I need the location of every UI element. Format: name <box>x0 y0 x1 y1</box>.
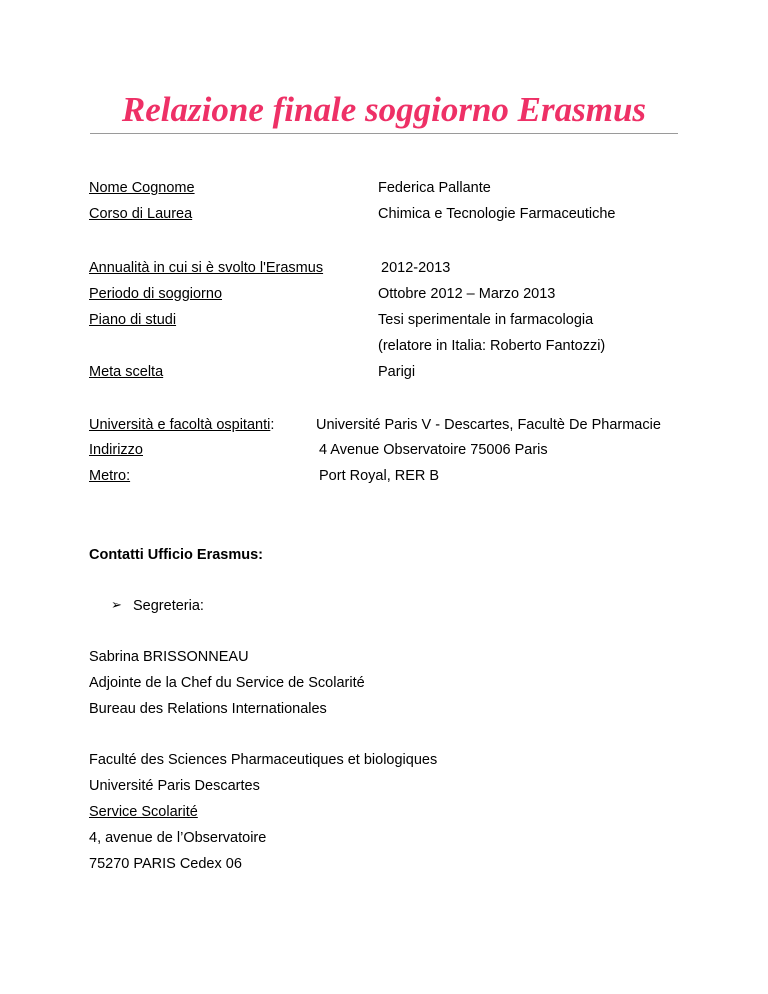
value-annualita: 2012-2013 <box>381 260 451 276</box>
label-periodo: Periodo di soggiorno <box>89 286 223 302</box>
address-city: 75270 PARIS Cedex 06 <box>89 856 242 872</box>
value-metro: Port Royal, RER B <box>319 468 440 484</box>
label-corso-di-laurea: Corso di Laurea <box>89 206 193 222</box>
address-faculty: Faculté des Sciences Pharmaceutiques et biologiques <box>89 752 438 768</box>
label-nome-cognome: Nome Cognome <box>89 180 195 196</box>
title-divider <box>90 133 678 134</box>
value-nome-cognome: Federica Pallante <box>378 180 491 196</box>
contacts-heading: Contatti Ufficio Erasmus: <box>89 547 264 563</box>
bullet-segreteria: Segreteria: <box>133 598 204 614</box>
value-corso-di-laurea: Chimica e Tecnologie Farmaceutiche <box>378 206 616 222</box>
contact-name: Sabrina BRISSONNEAU <box>89 649 249 665</box>
value-relatore: (relatore in Italia: Roberto Fantozzi) <box>378 338 606 354</box>
value-indirizzo: 4 Avenue Observatoire 75006 Paris <box>319 442 548 458</box>
label-annualita: Annualità in cui si è svolto l'Erasmus <box>89 260 324 276</box>
address-service: Service Scolarité <box>89 804 198 820</box>
label-universita-text: Università e facoltà ospitanti <box>89 417 271 433</box>
label-meta-scelta: Meta scelta <box>89 364 164 380</box>
label-universita-colon: : <box>270 417 275 433</box>
value-meta-scelta: Parigi <box>378 364 416 380</box>
contact-role: Adjointe de la Chef du Service de Scolarité <box>89 675 365 691</box>
label-indirizzo: Indirizzo <box>89 442 143 458</box>
page-title: Relazione finale soggiorno Erasmus <box>121 90 647 129</box>
value-piano-di-studi: Tesi sperimentale in farmacologia <box>378 312 594 328</box>
label-piano-di-studi: Piano di studi <box>89 312 177 328</box>
arrow-bullet-icon: ➢ <box>111 598 122 613</box>
label-metro: Metro: <box>89 468 131 484</box>
address-university: Université Paris Descartes <box>89 778 260 794</box>
value-periodo: Ottobre 2012 – Marzo 2013 <box>378 286 556 302</box>
label-universita <box>89 416 274 434</box>
contact-office: Bureau des Relations Internationales <box>89 701 327 717</box>
value-universita: Université Paris V - Descartes, Facultè De Pharmacie <box>316 417 661 433</box>
address-street: 4, avenue de l’Observatoire <box>89 830 267 846</box>
